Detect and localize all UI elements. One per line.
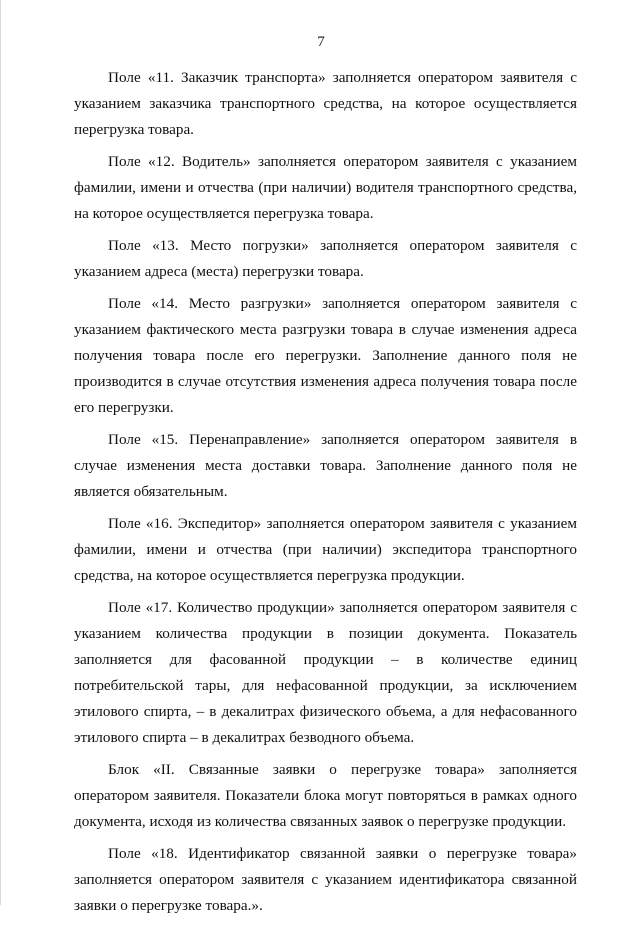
paragraph-field-16: Поле «16. Экспедитор» заполняется оператором заявителя с указанием фамилии, имени и отчества (при наличии) экспедитора транспортного средства, на которое осуществляется перегрузка продукции.: [74, 515, 577, 584]
paragraph-field-14: Поле «14. Место разгрузки» заполняется оператором заявителя с указанием фактического места разгрузки товара в случае изменения адреса получения товара после его перегрузки. Заполнение данного поля не производится в случае отсутствия изменения адреса получения товара после его перегрузки.: [74, 295, 577, 416]
paragraph-field-18: Поле «18. Идентификатор связанной заявки о перегрузке товара» заполняется оператором заявителя с указанием идентификатора связанной заявки о перегрузке товара.».: [74, 845, 577, 914]
paragraph-field-15: Поле «15. Перенаправление» заполняется оператором заявителя в случае изменения места доставки товара. Заполнение данного поля не является обязательным.: [74, 431, 577, 500]
paragraph-block-2: Блок «II. Связанные заявки о перегрузке товара» заполняется оператором заявителя. Показатели блока могут повторяться в рамках одного документа, исходя из количества связанных заявок о перегрузке продукции.: [74, 761, 577, 830]
paragraph-field-11: Поле «11. Заказчик транспорта» заполняется оператором заявителя с указанием заказчика транспортного средства, на которое осуществляется перегрузка товара.: [74, 69, 577, 138]
paragraph-field-17: Поле «17. Количество продукции» заполняется оператором заявителя с указанием количества продукции в позиции документа. Показатель заполняется для фасованной продукции – в количестве единиц потребительской тары, для нефасованной продукции, за исключением этилового спирта, – в декалитрах физического объема, а для нефасованного этилового спирта – в декалитрах безводного объема.: [74, 599, 577, 746]
page-number: 7: [317, 34, 325, 50]
paragraph-field-13: Поле «13. Место погрузки» заполняется оператором заявителя с указанием адреса (места) перегрузки товара.: [74, 237, 577, 280]
paragraph-field-12: Поле «12. Водитель» заполняется оператором заявителя с указанием фамилии, имени и отчества (при наличии) водителя транспортного средства, на которое осуществляется перегрузка товара.: [74, 153, 577, 222]
document-body: [74, 65, 577, 925]
